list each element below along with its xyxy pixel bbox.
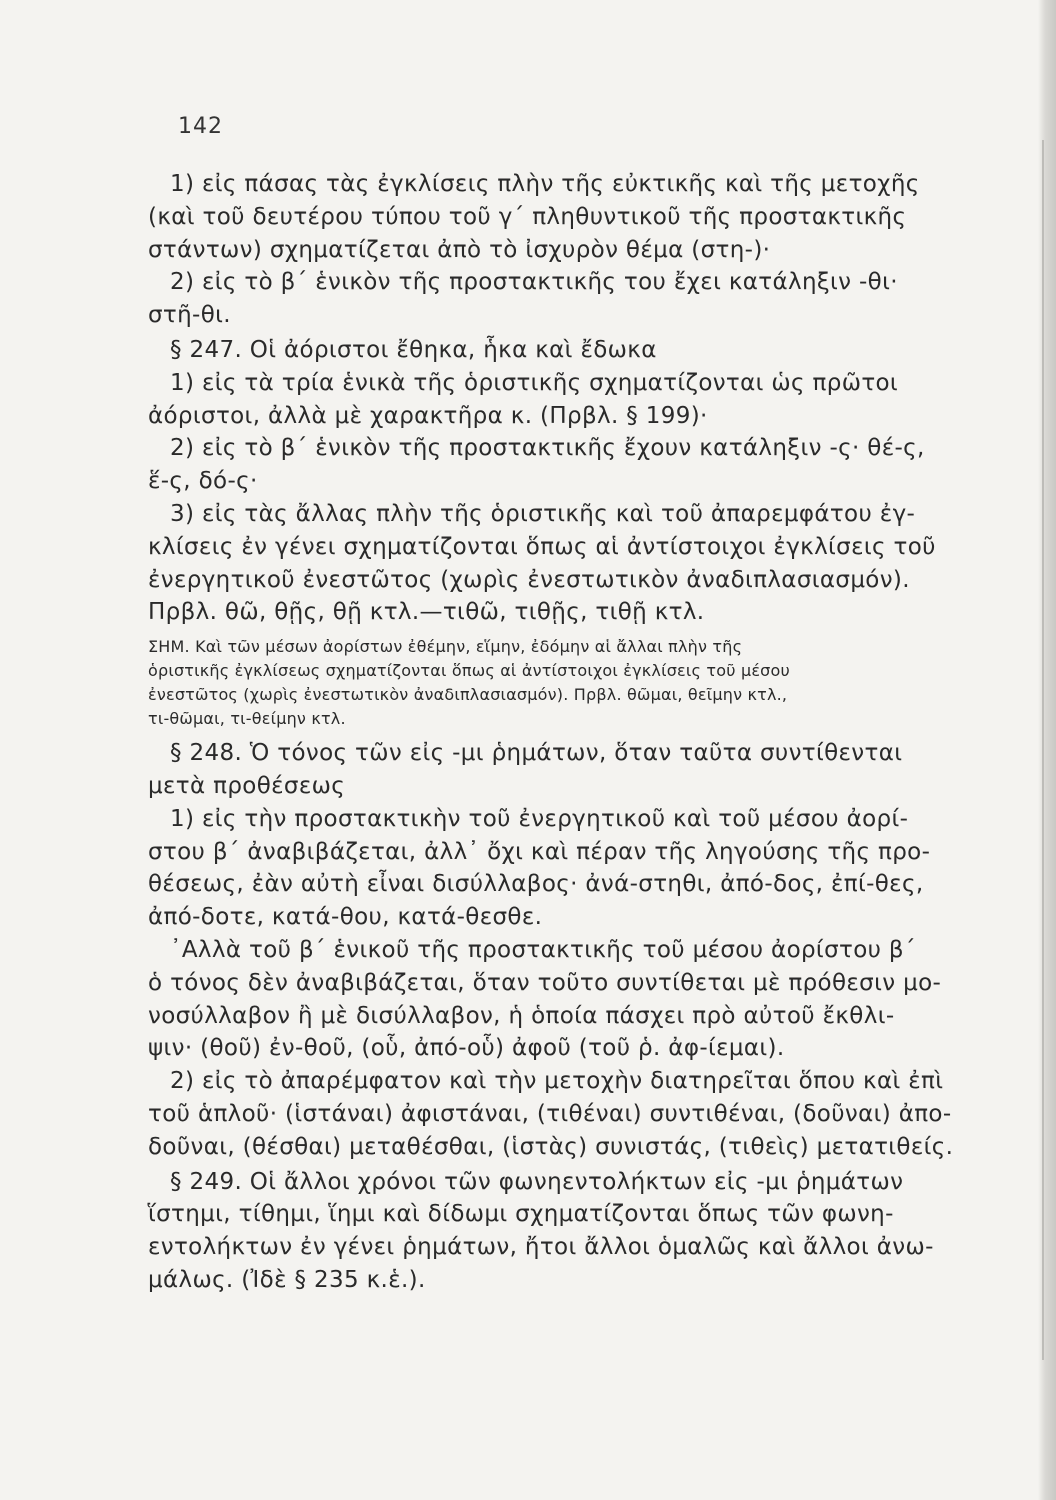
- text-line: στάντων) σχηματίζεται ἀπὸ τὸ ἰσχυρὸν θέμα (στη-)·: [148, 236, 771, 263]
- text-line: θέσεως, ἐὰν αὐτὴ εἶναι δισύλλαβος· ἀνά-στηθι, ἀπό-δος, ἐπί-θες,: [148, 871, 924, 898]
- note-line: τι-θῶμαι, τι-θείμην κτλ.: [148, 709, 346, 729]
- text-line: νοσύλλαβον ἢ μὲ δισύλλαβον, ἡ ὁποία πάσχει πρὸ αὐτοῦ ἔκθλι-: [148, 1002, 895, 1029]
- text-line: ἀόριστοι, ἀλλὰ μὲ χαρακτῆρα κ. (Πρβλ. § 199)·: [148, 402, 708, 429]
- text-line: κλίσεις ἐν γένει σχηματίζονται ὅπως αἱ ἀντίστοιχοι ἐγκλίσεις τοῦ: [148, 533, 936, 560]
- text-line: 1) εἰς πάσας τὰς ἐγκλίσεις πλὴν τῆς εὐκτικῆς καὶ τῆς μετοχῆς: [170, 171, 920, 197]
- text-line: ψιν· (θοῦ) ἐν-θοῦ, (οὗ, ἀπό-οὗ) ἀφοῦ (τοῦ ῥ. ἀφ-ίεμαι).: [148, 1035, 785, 1062]
- text-line: ᾿Αλλὰ τοῦ β΄ ἑνικοῦ τῆς προστακτικῆς τοῦ μέσου ἀορίστου β΄: [170, 936, 916, 963]
- text-line: ἀπό-δοτε, κατά-θου, κατά-θεσθε.: [148, 904, 543, 931]
- text-line: ἕ-ς, δό-ς·: [148, 468, 258, 495]
- text-line: 3) εἰς τὰς ἄλλας πλὴν τῆς ὁριστικῆς καὶ τοῦ ἀπαρεμφάτου ἐγ-: [170, 500, 916, 527]
- text-line: 2) εἰς τὸ ἀπαρέμφατον καὶ τὴν μετοχὴν διατηρεῖται ὅπου καὶ ἐπὶ: [170, 1068, 944, 1095]
- text-line: Πρβλ. θῶ, θῇς, θῇ κτλ.—τιθῶ, τιθῇς, τιθῇ κτλ.: [148, 599, 705, 626]
- text-line: ἵστημι, τίθημι, ἵημι καὶ δίδωμι σχηματίζονται ὅπως τῶν φωνη-: [148, 1201, 894, 1228]
- text-line: 1) εἰς τὰ τρία ἑνικὰ τῆς ὁριστικῆς σχηματίζονται ὡς πρῶτοι: [170, 369, 899, 396]
- section-heading-247: § 247. Οἱ ἀόριστοι ἔθηκα, ἧκα καὶ ἔδωκα: [170, 336, 657, 363]
- text-line: εντολήκτων ἐν γένει ῥημάτων, ἤτοι ἄλλοι ὁμαλῶς καὶ ἄλλοι ἀνω-: [148, 1234, 934, 1261]
- text-line: 2) εἰς τὸ β΄ ἑνικὸν τῆς προστακτικῆς του ἔχει κατάληξιν -θι·: [170, 269, 898, 296]
- page-number: 142: [178, 114, 223, 139]
- body-text: [148, 168, 984, 1297]
- text-line: 2) εἰς τὸ β΄ ἑνικὸν τῆς προστακτικῆς ἔχουν κατάληξιν -ς· θέ-ς,: [170, 435, 925, 462]
- note-block: [148, 635, 984, 731]
- text-line: μετὰ προθέσεως: [148, 772, 346, 799]
- page-margin-line: [1042, 140, 1044, 1360]
- text-line: μάλως. (Ἰδὲ § 235 κ.ἑ.).: [148, 1266, 426, 1293]
- note-line: ὁριστικῆς ἐγκλίσεως σχηματίζονται ὅπως αἱ ἀντίστοιχοι ἐγκλίσεις τοῦ μέσου: [148, 661, 790, 681]
- note-line: ἐνεστῶτος (χωρὶς ἐνεστωτικὸν ἀναδιπλασιασμόν). Πρβλ. θῶμαι, θεῖμην κτλ.,: [148, 685, 788, 705]
- text-line: 1) εἰς τὴν προστακτικὴν τοῦ ἐνεργητικοῦ καὶ τοῦ μέσου ἀορί-: [170, 805, 909, 832]
- note-line: ΣΗΜ. Καὶ τῶν μέσων ἀορίστων ἐθέμην, εἵμην, ἐδόμην αἱ ἄλλαι πλὴν τῆς: [148, 637, 743, 657]
- text-line: ὁ τόνος δὲν ἀναβιβάζεται, ὅταν τοῦτο συντίθεται μὲ πρόθεσιν μο-: [148, 969, 942, 996]
- text-line: (καὶ τοῦ δευτέρου τύπου τοῦ γ΄ πληθυντικοῦ τῆς προστακτικῆς: [148, 203, 907, 230]
- text-line: ἐνεργητικοῦ ἐνεστῶτος (χωρὶς ἐνεστωτικὸν ἀναδιπλασιασμόν).: [148, 566, 910, 593]
- section-heading-248: § 248. Ὁ τόνος τῶν εἰς -μι ῥημάτων, ὅταν ταῦτα συντίθενται: [170, 740, 903, 767]
- text-line: τοῦ ἁπλοῦ· (ἱστάναι) ἀφιστάναι, (τιθέναι) συντιθέναι, (δοῦναι) ἀπο-: [148, 1100, 952, 1127]
- text-line: στῆ-θι.: [148, 302, 231, 329]
- text-line: δοῦναι, (θέσθαι) μεταθέσθαι, (ἱστὰς) συνιστάς, (τιθεὶς) μετατιθείς.: [148, 1133, 954, 1160]
- section-heading-249: § 249. Οἱ ἄλλοι χρόνοι τῶν φωνηεντολήκτων εἰς -μι ῥημάτων: [170, 1168, 904, 1195]
- text-line: στου β΄ ἀναβιβάζεται, ἀλλ᾽ ὄχι καὶ πέραν τῆς ληγούσης τῆς προ-: [148, 838, 931, 865]
- page-edge-shadow: [1038, 0, 1056, 1500]
